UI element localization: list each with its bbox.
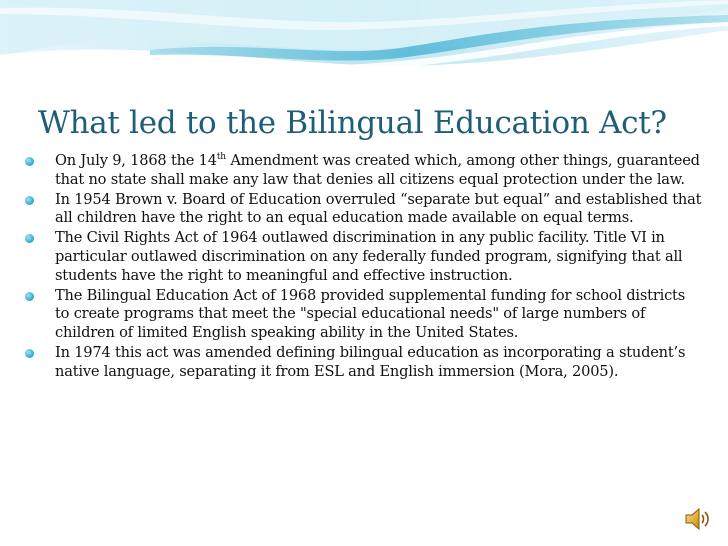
bullet-text: In 1974 this act was amended defining bilingual education as incorporating a student’s native language, separating it from ESL and English immersion (Mora, 2005). xyxy=(55,343,686,380)
slide-title: What led to the Bilingual Education Act? xyxy=(38,105,667,141)
list-item xyxy=(22,287,702,343)
list-item xyxy=(22,229,702,285)
bullet-text-suffix: Amendment was created which, among other things, guaranteed that no state shall make any law that denies all citizens equal protection under the law. xyxy=(55,152,700,188)
bullet-text: The Bilingual Education Act of 1968 provided supplemental funding for school districts to create programs that meet the "special educational needs" of large numbers of children of limited English speaking ability in the United States. xyxy=(55,286,685,342)
bullet-dot-icon xyxy=(25,292,34,301)
bullet-dot-icon xyxy=(25,196,34,205)
header-wave-decoration xyxy=(0,0,728,110)
bullet-text-prefix: On July 9, 1868 the 14 xyxy=(55,152,217,169)
bullet-text: In 1954 Brown v. Board of Education overruled “separate but equal” and established that all children have the right to an equal education made available on equal terms. xyxy=(55,190,702,227)
bullet-dot-icon xyxy=(25,157,34,166)
list-item xyxy=(22,152,702,190)
speaker-icon[interactable] xyxy=(683,505,711,533)
bullet-text: The Civil Rights Act of 1964 outlawed discrimination in any public facility. Title VI in particular outlawed discrimination on any federally funded program, signifying that all students have the right to meaningful and effective instruction. xyxy=(55,229,683,284)
list-item xyxy=(22,344,702,382)
bullet-text-superscript: th xyxy=(216,152,226,163)
bullet-list xyxy=(22,152,702,383)
bullet-dot-icon xyxy=(25,349,34,358)
list-item xyxy=(22,191,702,229)
bullet-dot-icon xyxy=(25,234,34,243)
